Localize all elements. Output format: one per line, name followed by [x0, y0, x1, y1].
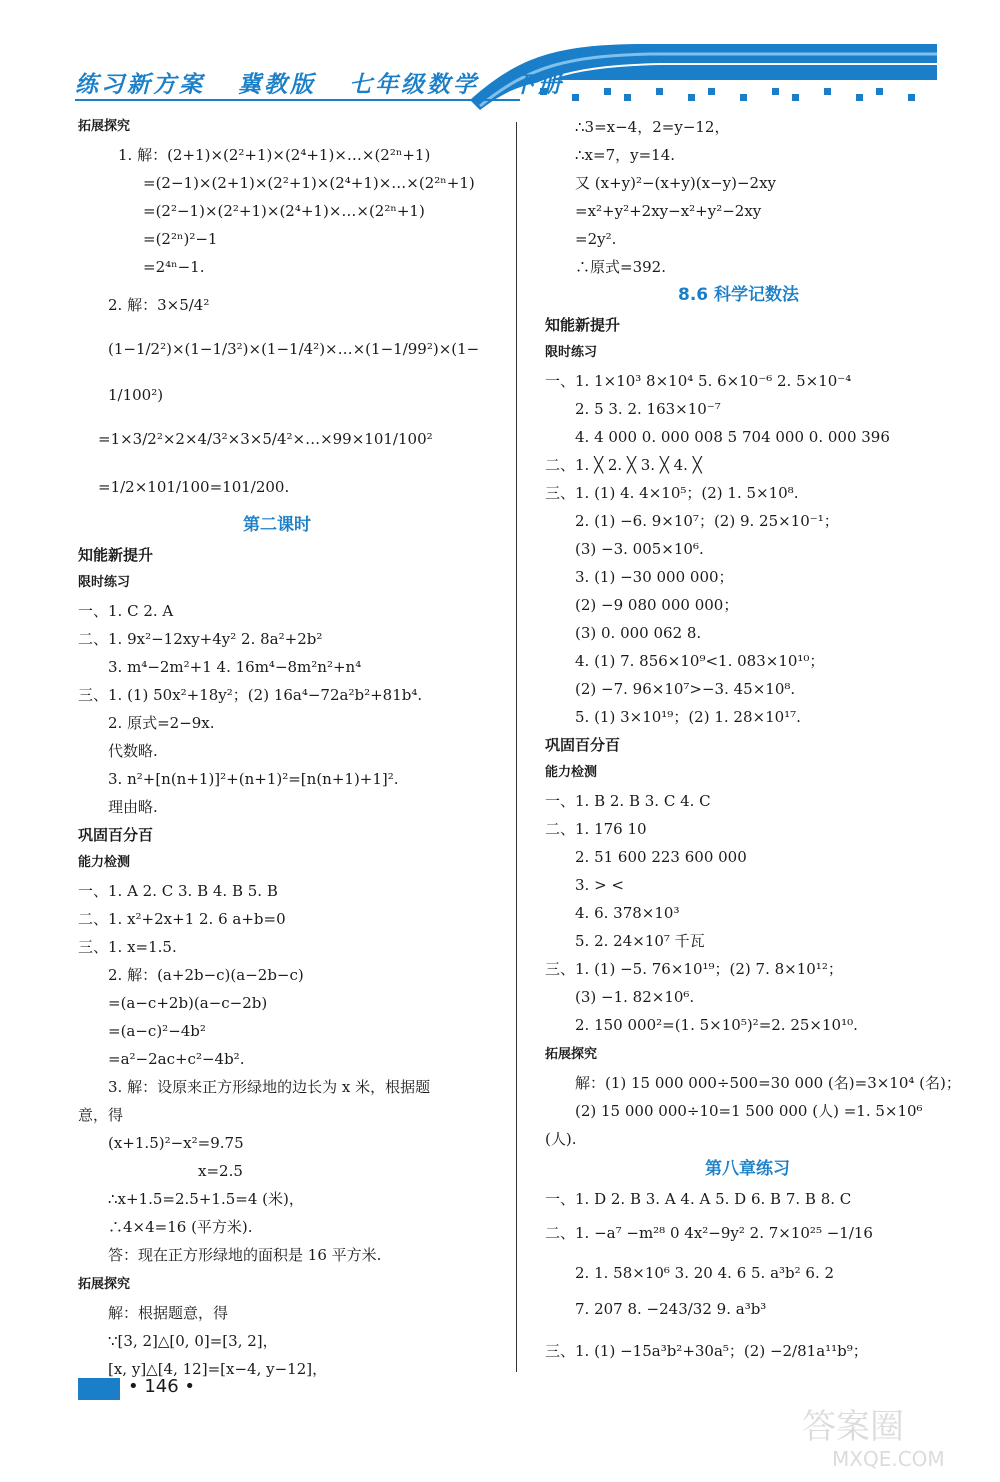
left-subheading: 限时练习 — [78, 575, 131, 590]
left-answer-line: =(2²ⁿ)²−1 — [143, 230, 218, 248]
column-divider — [516, 122, 517, 1372]
right-answer-line: 一、1. D 2. B 3. A 4. A 5. D 6. B 7. B 8. C — [545, 1190, 852, 1208]
right-answer-line: ∴3=x−4，2=y−12， — [575, 118, 730, 136]
left-answer-line: 2. 解：3×5/4² — [108, 296, 210, 314]
left-answer-line: 答：现在正方形绿地的面积是 16 平方米. — [108, 1246, 382, 1264]
right-answer-line: ∴x=7，y=14. — [575, 146, 676, 164]
header-banner-graphic — [0, 0, 1000, 120]
right-answer-line: (2) 15 000 000÷10=1 500 000 (人) =1. 5×10⁶ — [575, 1102, 923, 1120]
left-answer-line: =(2²−1)×(2²+1)×(2⁴+1)×…×(2²ⁿ+1) — [143, 202, 425, 220]
right-section-heading: 知能新提升 — [545, 316, 621, 334]
watermark-logo — [792, 1398, 987, 1473]
left-answer-line: x=2.5 — [198, 1162, 243, 1180]
right-answer-line: 2. 5 3. 2. 163×10⁻⁷ — [575, 400, 721, 418]
left-section-heading: 知能新提升 — [78, 546, 154, 564]
left-answer-line: =(a−c+2b)(a−c−2b) — [108, 994, 268, 1012]
left-answer-line: 3. n²+[n(n+1)]²+(n+1)²=[n(n+1)+1]². — [108, 770, 399, 788]
header-title — [75, 66, 586, 99]
right-answer-line: 3. (1) −30 000 000； — [575, 568, 734, 586]
left-answer-line: ∵[3, 2]△[0, 0]=[3, 2]， — [108, 1332, 278, 1350]
right-answer-line: 二、1. −a⁷ −m²⁸ 0 4x²−9y² 2. 7×10²⁵ −1/16 — [545, 1224, 873, 1242]
right-answer-line: 一、1. 1×10³ 8×10⁴ 5. 6×10⁻⁶ 2. 5×10⁻⁴ — [545, 372, 852, 390]
right-answer-line: =2y². — [575, 230, 617, 248]
left-answer-line: 3. 解：设原来正方形绿地的边长为 x 米，根据题 — [108, 1078, 431, 1096]
left-answer-line: 2. 解：(a+2b−c)(a−2b−c) — [108, 966, 304, 984]
right-answer-line: 2. 51 600 223 600 000 — [575, 848, 747, 866]
right-answer-line: 2. 1. 58×10⁶ 3. 20 4. 6 5. a³b² 6. 2 — [575, 1264, 835, 1282]
left-answer-line: 意，得 — [78, 1106, 124, 1124]
book-name: 练习新方案 — [75, 72, 205, 98]
left-answer-line: (x+1.5)²−x²=9.75 — [108, 1134, 244, 1152]
volume: 下册 — [512, 72, 565, 98]
right-answer-line: 解：(1) 15 000 000÷500=30 000 (名)=3×10⁴ (名)； — [575, 1074, 961, 1092]
right-section-title: 第八章练习 — [705, 1159, 790, 1179]
right-answer-line: =x²+y²+2xy−x²+y²−2xy — [575, 202, 762, 220]
page-header — [0, 0, 1000, 120]
grade-subject: 七年级数学 — [349, 72, 480, 98]
left-answer-line: 1/100²) — [108, 386, 164, 404]
watermark-site: MXQE.COM — [832, 1447, 945, 1471]
left-answer-line: 代数略. — [108, 742, 158, 760]
left-answer-line: 2. 原式=2−9x. — [108, 714, 215, 732]
left-answer-line: =1/2×101/100=101/200. — [98, 478, 290, 496]
left-subheading: 能力检测 — [78, 855, 131, 870]
watermark-text: 答案圈 — [802, 1407, 904, 1447]
left-answer-line: 二、1. x²+2x+1 2. 6 a+b=0 — [78, 910, 286, 928]
left-section-title: 第二课时 — [243, 515, 311, 535]
left-subheading: 拓展探究 — [78, 119, 131, 134]
right-answer-line: 2. (1) −6. 9×10⁷；(2) 9. 25×10⁻¹； — [575, 512, 839, 530]
right-answer-line: 二、1. ╳ 2. ╳ 3. ╳ 4. ╳ — [545, 456, 702, 474]
right-answer-line: 三、1. (1) −15a³b²+30a⁵；(2) −2/81a¹¹b⁹； — [545, 1342, 868, 1360]
right-answer-line: (2) −7. 96×10⁷>−3. 45×10⁸. — [575, 680, 796, 698]
right-answer-line: 又 (x+y)²−(x+y)(x−y)−2xy — [575, 174, 777, 192]
right-answer-line: 3. > < — [575, 876, 624, 894]
right-answer-line: 4. 6. 378×10³ — [575, 904, 680, 922]
right-answer-line: 5. (1) 3×10¹⁹；(2) 1. 28×10¹⁷. — [575, 708, 801, 726]
right-answer-line: (3) −1. 82×10⁶. — [575, 988, 695, 1006]
left-answer-line: 解：根据题意，得 — [108, 1304, 229, 1322]
left-answer-line: ∴4×4=16 (平方米). — [108, 1218, 253, 1236]
left-answer-line: 三、1. (1) 50x²+18y²；(2) 16a⁴−72a²b²+81b⁴. — [78, 686, 423, 704]
right-section-heading: 巩固百分百 — [545, 736, 621, 754]
right-answer-line: 2. 150 000²=(1. 5×10⁵)²=2. 25×10¹⁰. — [575, 1016, 858, 1034]
right-subheading: 能力检测 — [545, 765, 598, 780]
right-answer-line: (3) −3. 005×10⁶. — [575, 540, 704, 558]
page-number: • 146 • — [128, 1376, 196, 1397]
right-answer-line: 7. 207 8. −243/32 9. a³b³ — [575, 1300, 767, 1318]
right-answer-line: 三、1. (1) −5. 76×10¹⁹；(2) 7. 8×10¹²； — [545, 960, 843, 978]
left-answer-line: =(a−c)²−4b² — [108, 1022, 206, 1040]
left-subheading: 拓展探究 — [78, 1277, 131, 1292]
right-answer-line: 4. (1) 7. 856×10⁹<1. 083×10¹⁰； — [575, 652, 825, 670]
right-subheading: 限时练习 — [545, 345, 598, 360]
left-answer-line: 二、1. 9x²−12xy+4y² 2. 8a²+2b² — [78, 630, 323, 648]
left-answer-line: ∴x+1.5=2.5+1.5=4 (米)， — [108, 1190, 304, 1208]
left-answer-line: 三、1. x=1.5. — [78, 938, 177, 956]
left-answer-line: =a²−2ac+c²−4b². — [108, 1050, 245, 1068]
right-answer-line: (3) 0. 000 062 8. — [575, 624, 702, 642]
right-answer-line: 4. 4 000 0. 000 008 5 704 000 0. 000 396 — [575, 428, 890, 446]
right-section-title: 8.6 科学记数法 — [678, 285, 800, 305]
page-number-marker — [78, 1378, 120, 1400]
right-answer-line: 二、1. 176 10 — [545, 820, 647, 838]
left-answer-line: 一、1. A 2. C 3. B 4. B 5. B — [78, 882, 278, 900]
left-answer-line: 3. m⁴−2m²+1 4. 16m⁴−8m²n²+n⁴ — [108, 658, 362, 676]
left-answer-line: [x, y]△[4, 12]=[x−4, y−12]， — [108, 1360, 328, 1378]
right-answer-line: ∴原式=392. — [575, 258, 666, 276]
left-section-heading: 巩固百分百 — [78, 826, 154, 844]
right-answer-line: (人). — [545, 1130, 577, 1148]
right-answer-line: 5. 2. 24×10⁷ 千瓦 — [575, 932, 705, 950]
right-answer-line: 三、1. (1) 4. 4×10⁵；(2) 1. 5×10⁸. — [545, 484, 799, 502]
left-answer-line: 理由略. — [108, 798, 158, 816]
left-answer-line: =2⁴ⁿ−1. — [143, 258, 205, 276]
left-answer-line: 1. 解：(2+1)×(2²+1)×(2⁴+1)×…×(2²ⁿ+1) — [118, 146, 431, 164]
edition: 冀教版 — [238, 72, 317, 98]
left-answer-line: 一、1. C 2. A — [78, 602, 174, 620]
right-answer-line: (2) −9 080 000 000； — [575, 596, 739, 614]
left-answer-line: =(2−1)×(2+1)×(2²+1)×(2⁴+1)×…×(2²ⁿ+1) — [143, 174, 475, 192]
right-subheading: 拓展探究 — [545, 1047, 598, 1062]
right-answer-line: 一、1. B 2. B 3. C 4. C — [545, 792, 711, 810]
left-answer-line: =1×3/2²×2×4/3²×3×5/4²×…×99×101/100² — [98, 430, 433, 448]
left-answer-line: (1−1/2²)×(1−1/3²)×(1−1/4²)×…×(1−1/99²)×(1− — [108, 340, 480, 358]
